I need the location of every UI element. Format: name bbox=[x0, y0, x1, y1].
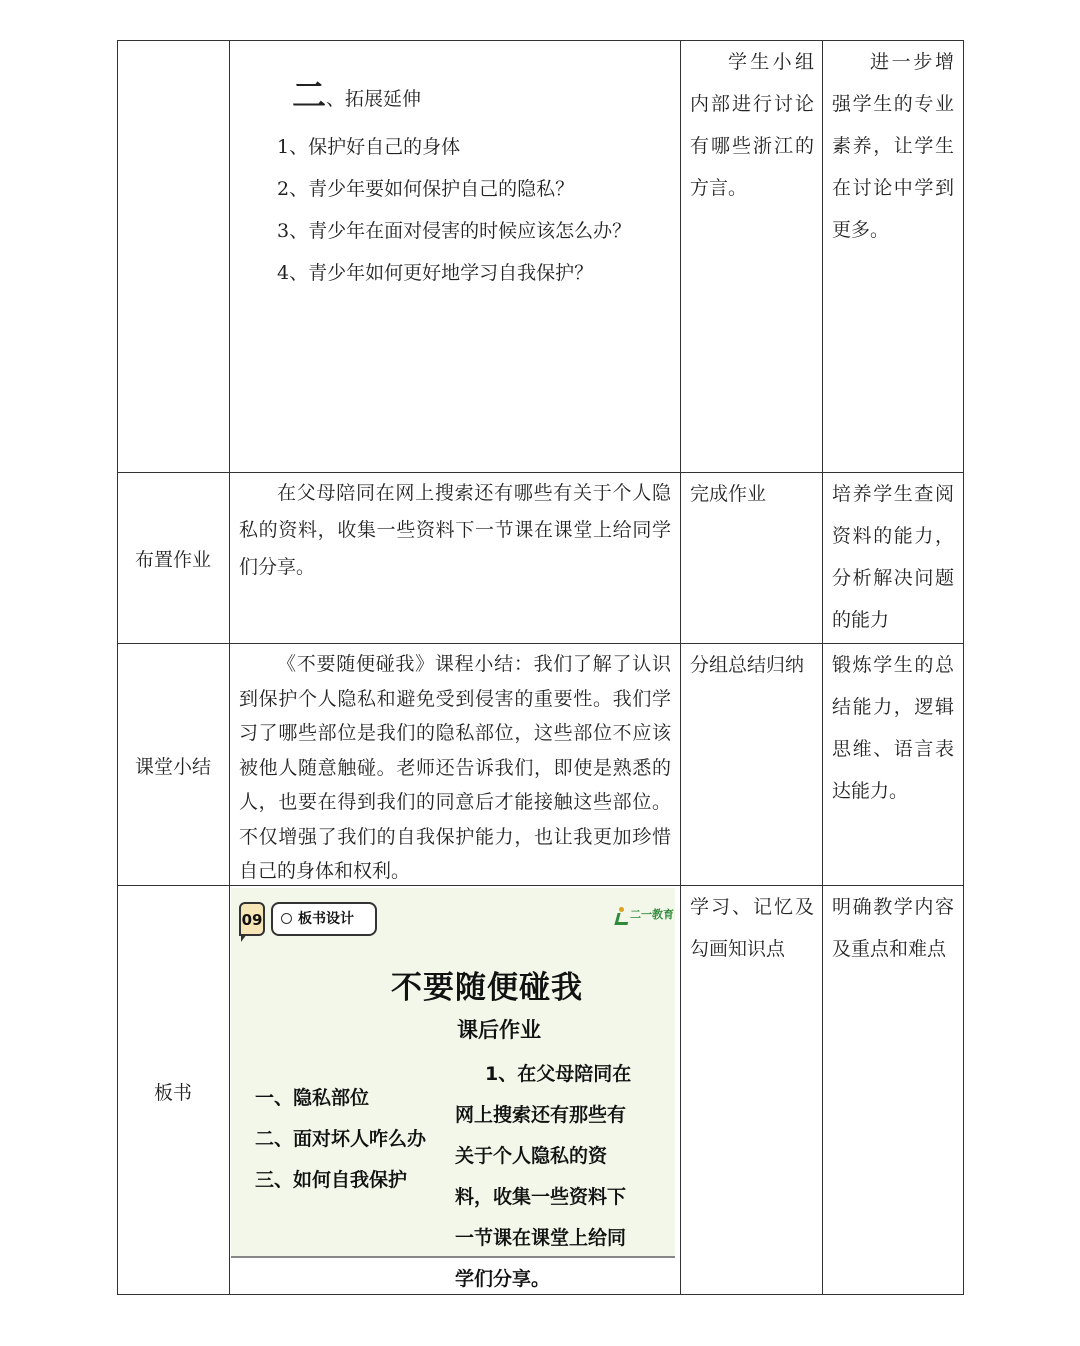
board-point-1: 一、隐私部位 bbox=[255, 1087, 370, 1109]
board-point-2: 二、面对坏人咋么办 bbox=[255, 1128, 427, 1150]
board-left-points bbox=[255, 1078, 426, 1201]
summary-design-intent: 锻炼学生的总结能力，逻辑思维、语言表达能力。 bbox=[832, 654, 954, 802]
extension-design-intent: 进一步增强学生的专业素养，让学生在讨论中学到更多。 bbox=[832, 51, 954, 241]
board-label: 板书 bbox=[153, 1082, 192, 1104]
summary-student-activity: 分组总结归纳 bbox=[690, 654, 805, 676]
board-design-intent: 明确教学内容及重点和难点 bbox=[832, 896, 954, 960]
homework-content: 在父母陪同在网上搜索还有哪些有关于个人隐私的资料，收集一些资料下一节课在课堂上给同学们分享。 bbox=[239, 482, 671, 578]
board-homework-body: 1、在父母陪同在网上搜索还有那些有关于个人隐私的资料，收集一些资料下一节课在课堂上给同学们分享。 bbox=[455, 1063, 632, 1290]
extension-item-1: 1、保护好自己的身体 bbox=[277, 136, 461, 158]
extension-heading bbox=[292, 62, 422, 116]
board-homework-text bbox=[455, 1054, 641, 1300]
board-title: 不要随便碰我 bbox=[391, 970, 583, 1006]
extension-heading-text: 、拓展延伸 bbox=[326, 88, 422, 110]
homework-design-intent: 培养学生查阅资料的能力，分析解决问题的能力 bbox=[832, 483, 954, 631]
extension-heading-number: 二 bbox=[292, 76, 326, 116]
board-student-activity: 学习、记忆及勾画知识点 bbox=[690, 896, 814, 960]
summary-content: 《不要随便碰我》课程小结：我们了解了认识到保护个人隐私和避免受到侵害的重要性。我们学习了哪些部位是我们的隐私部位，这些部位不应该被他人随意触碰。老师还告诉我们，即使是熟悉的人，也要在得到我们的同意后才能接触这些部位。不仅增强了我们的自我保护能力，也让我更加珍惜自己的身体和权利。 bbox=[239, 653, 671, 882]
board-design-image bbox=[231, 888, 675, 1290]
runner-icon bbox=[614, 907, 628, 923]
circle-icon bbox=[281, 913, 292, 924]
extension-item-2: 2、青少年要如何保护自己的隐私？ bbox=[277, 178, 575, 200]
extension-student-activity: 学生小组内部进行讨论有哪些浙江的方言。 bbox=[690, 51, 814, 199]
badge-label bbox=[271, 902, 377, 936]
board-point-3: 三、如何自我保护 bbox=[255, 1169, 408, 1191]
badge-number: 09 bbox=[239, 902, 265, 936]
extension-item-4: 4、青少年如何更好地学习自我保护？ bbox=[277, 262, 594, 284]
brand-logo bbox=[614, 906, 674, 923]
speech-bubble-tail-icon bbox=[241, 934, 247, 942]
extension-item-3: 3、青少年在面对侵害的时候应该怎么办？ bbox=[277, 220, 632, 242]
extension-items bbox=[277, 126, 631, 294]
board-subtitle: 课后作业 bbox=[457, 1018, 541, 1042]
brand-name: 二一教育 bbox=[630, 908, 674, 921]
homework-student-activity: 完成作业 bbox=[690, 483, 767, 505]
summary-label: 课堂小结 bbox=[134, 756, 211, 778]
homework-label: 布置作业 bbox=[134, 549, 211, 571]
badge-label-text: 板书设计 bbox=[298, 911, 354, 927]
